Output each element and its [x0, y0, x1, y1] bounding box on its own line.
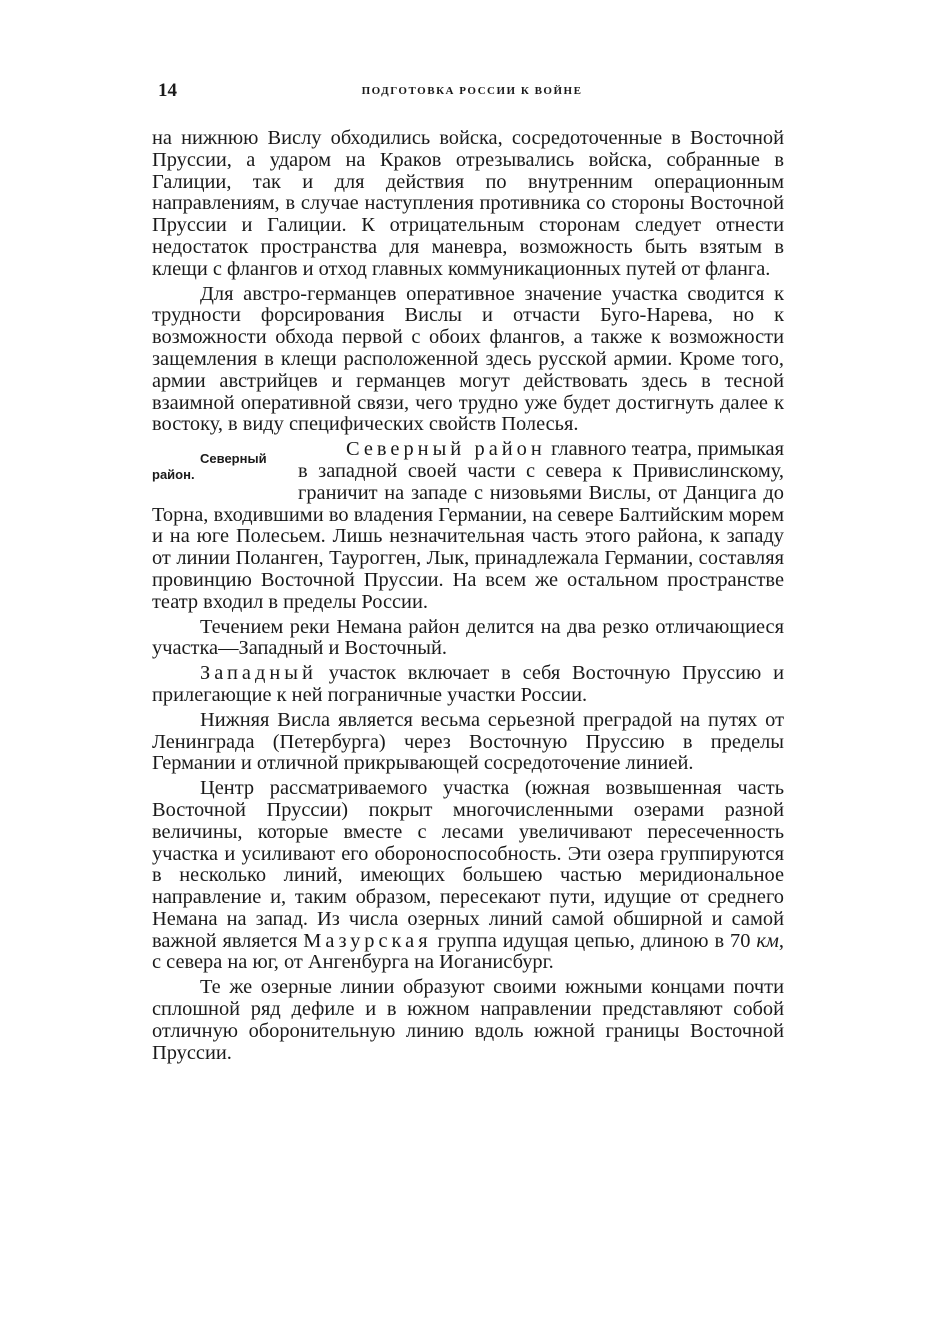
- spaced-term-western: Западный: [200, 662, 317, 685]
- paragraph-5-text: участок включает в себя Восточную Пруссию и прилегающие к ней пограничные участки России.: [152, 662, 784, 706]
- paragraph-7-text-b: группа идущая цепью, длиною в 70: [431, 929, 757, 952]
- paragraph-3: [152, 439, 784, 613]
- spaced-term-masurian: Мазурская: [303, 929, 432, 952]
- body-text: [152, 128, 784, 1064]
- paragraph-7-text-c: , с севера на юг, от Ангенбурга на Иоганисбург.: [152, 929, 784, 974]
- paragraph-1: на нижнюю Вислу обходились войска, сосредоточенные в Восточной Пруссии, а ударом на Краков отрезывались войска, собранные в Галиции, так и для действия по внутренним операционным направлениям, в случае наступления противника со стороны Восточной Пруссии и Галиции. К отрицательным сторонам следует отнести недостаток пространства для маневра, возможность быть взятым в клещи с флангов и отход главных коммуникационных путей от фланга.: [152, 127, 784, 280]
- paragraph-4: Течением реки Немана район делится на два резко отличающиеся участка—Западный и Восточный.: [152, 615, 784, 660]
- paragraph-3-text: главного театра, примыкая в западной своей части с севера к Привислинскому, граничит на западе с низовьями Вислы, от Данцига до Торна, входившими во владения Германии, на севере Балтийским морем и на юге Полесьем. Лишь незначительная часть этого района, к западу от линии Поланген, Таурогген, Лык, принадлежала Германии, составляя провинцию Восточной Пруссии. На всем же остальном пространстве театр входил в пределы России.: [152, 438, 784, 613]
- paragraph-5: [152, 663, 784, 707]
- paragraph-2: Для австро-германцев оперативное значение участка сводится к трудности форсирования Вислы и отчасти Буго-Нарева, но к возможности обхода первой с обоих флангов, а также к возможности защемления в клещи расположенной здесь русской армии. Кроме того, армии австрийцев и германцев могут действовать здесь в тесной взаимной оперативной связи, чего трудно уже будет достигнуть далее к востоку, в виду специфических свойств Полесья.: [152, 282, 784, 436]
- spaced-term-northern-region: Северный район: [346, 438, 546, 461]
- margin-heading-northern-region: Северный район.: [152, 451, 267, 483]
- paragraph-8: Те же озерные линии образуют своими южными концами почти сплошной ряд дефиле и в южном направлении представляют собой отличную оборонительную линию вдоль южной границы Восточной Пруссии.: [152, 976, 784, 1064]
- paragraph-6: Нижняя Висла является весьма серьезной преградой на путях от Ленинграда (Петербурга) через Восточную Пруссию в пределы Германии и отличной прикрывающей сосредоточение линией.: [152, 708, 784, 775]
- page-number: 14: [158, 80, 177, 101]
- paragraph-7: [152, 778, 784, 974]
- unit-km: км: [756, 929, 779, 952]
- page-header: [158, 80, 786, 104]
- running-title: ПОДГОТОВКА РОССИИ К ВОЙНЕ: [361, 85, 583, 97]
- paragraph-7-text-a: Центр рассматриваемого участка (южная возвышенная часть Восточной Пруссии) покрыт многочисленными озерами разной величины, которые вместе с лесами увеличивают пересеченность участка и усиливают его обороноспособность. Эти озера группируются в несколько линий, имеющих большею частью меридиональное направление и, таким образом, пересекают пути, идущие от среднего Немана на запад. Из числа озерных линий самой обширной и самой важной является: [152, 777, 784, 952]
